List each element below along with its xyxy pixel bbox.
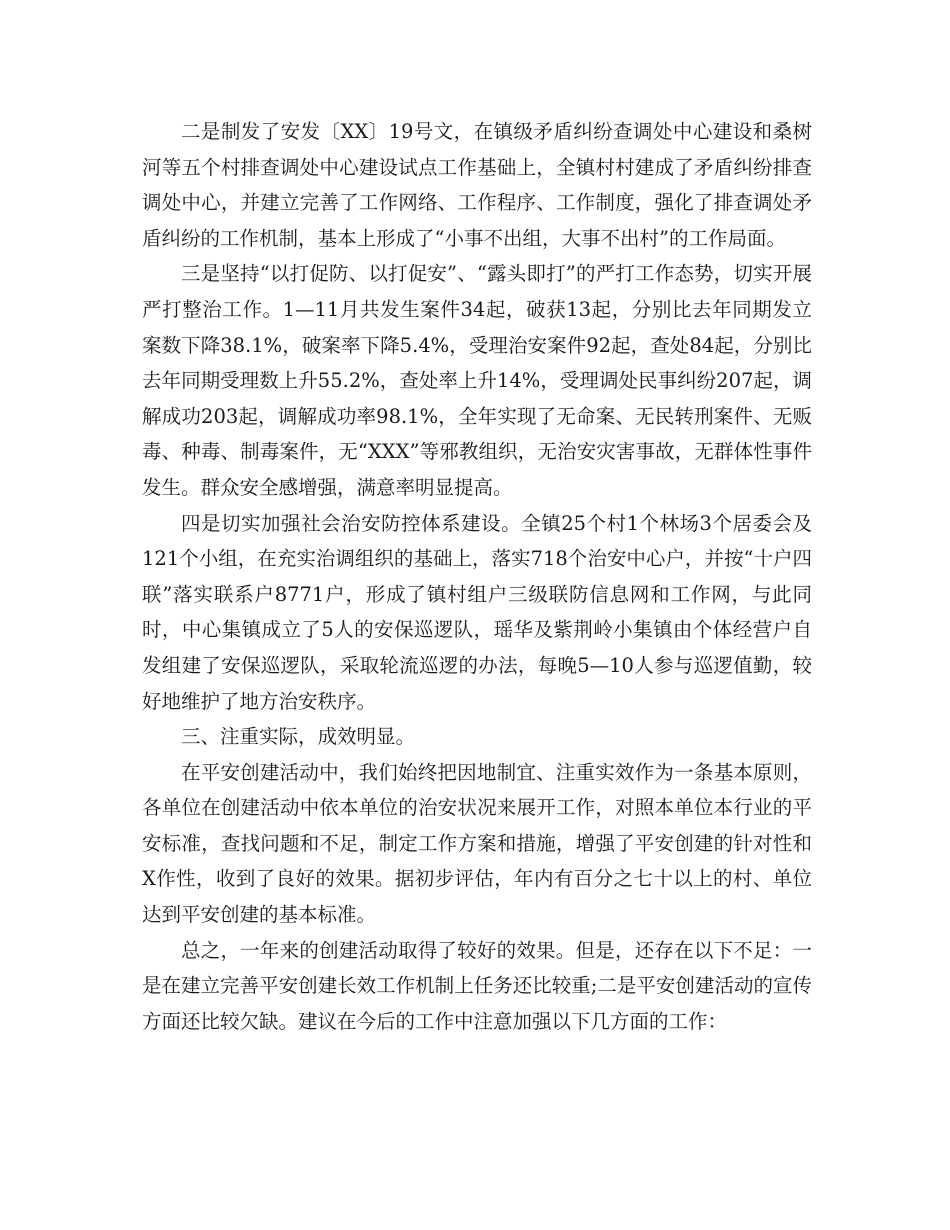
section-heading-results: 三、注重实际，成效明显。	[181, 725, 416, 749]
paragraph-practical-approach: 在平安创建活动中，我们始终把因地制宜、注重实效作为一条基本原则，各单位在创建活动中依本单位的治安状况来展开工作，对照本单位本行业的平安标准，查找问题和不足，制定工作方案和措施，增强了平安创建的针对性和X作性，收到了良好的效果。据初步评估，年内有百分之七十以上的村、单位达到平安创建的基本标准。	[142, 760, 812, 927]
paragraph-mediation-centers: 二是制发了安发〔XX〕19号文，在镇级矛盾纠纷查调处中心建设和桑树河等五个村排查调处中心建设试点工作基础上，全镇村村建成了矛盾纠纷排查调处中心，并建立完善了工作网络、工作程序、工作制度，强化了排查调处矛盾纠纷的工作机制，基本上形成了“小事不出组，大事不出村”的工作局面。	[142, 120, 812, 250]
document-body	[142, 114, 812, 1039]
paragraph-summary-shortcomings: 总之，一年来的创建活动取得了较好的效果。但是，还存在以下不足：一是在建立完善平安创建长效工作机制上任务还比较重;二是平安创建活动的宣传方面还比较欠缺。建议在今后的工作中注意加强以下几方面的工作：	[142, 938, 812, 1033]
paragraph-crackdown-statistics: 三是坚持“以打促防、以打促安”、“露头即打”的严打工作态势，切实开展严打整治工作。1—11月共发生案件34起，破获13起，分别比去年同期发立案数下降38.1%，破案率下降5.4%，受理治安案件92起，查处84起，分别比去年同期受理数上升55.2%，查处率上升14%，受理调处民事纠纷207起，调解成功203起，调解成功率98.1%，全年实现了无命案、无民转刑案件、无贩毒、种毒、制毒案件，无“XXX”等邪教组织，无治安灾害事故，无群体性事件发生。群众安全感增强，满意率明显提高。	[142, 262, 812, 499]
paragraph-prevention-system: 四是切实加强社会治安防控体系建设。全镇25个村1个林场3个居委会及121个小组，在充实治调组织的基础上，落实718个治安中心户，并按“十户四联”落实联系户8771户，形成了镇村组户三级联防信息网和工作网，与此同时，中心集镇成立了5人的安保巡逻队，瑶华及紫荆岭小集镇由个体经营户自发组建了安保巡逻队，采取轮流巡逻的办法，每晚5—10人参与巡逻值勤，较好地维护了地方治安秩序。	[142, 511, 812, 713]
